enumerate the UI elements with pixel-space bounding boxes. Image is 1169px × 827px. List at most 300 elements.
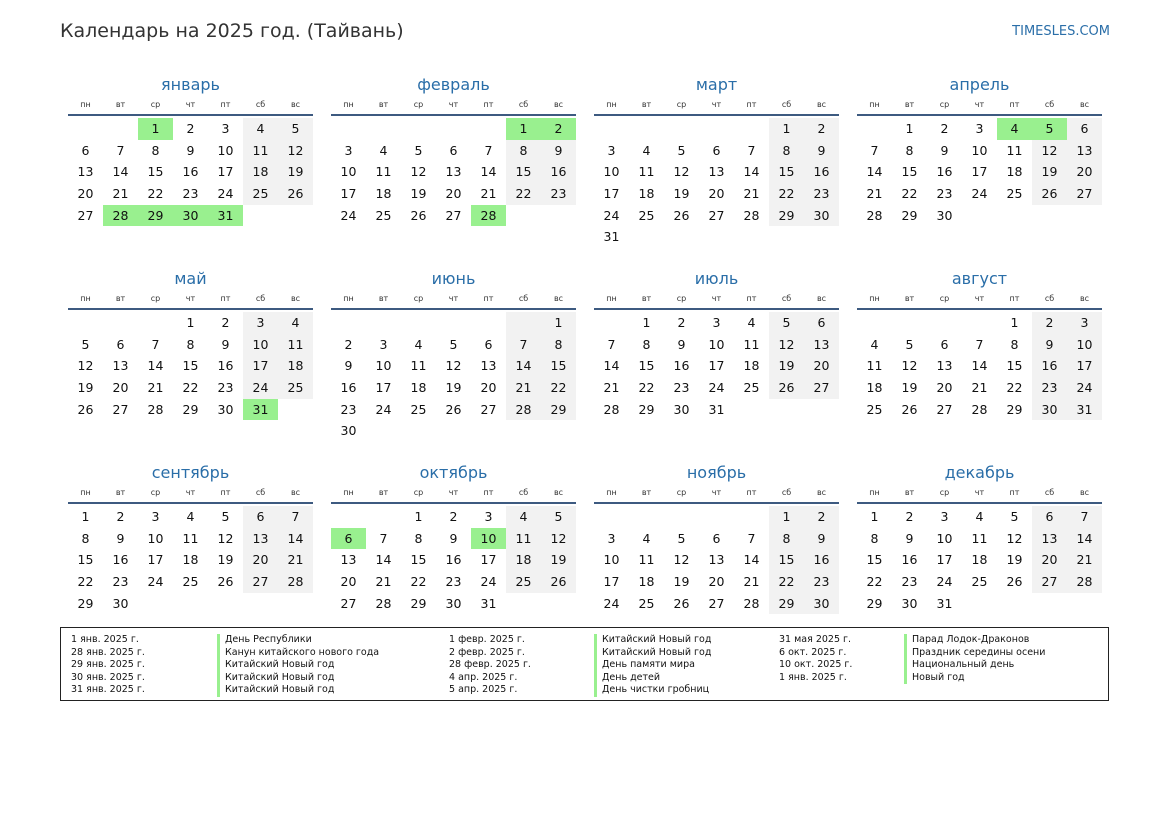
day-cell: 19 bbox=[769, 355, 804, 377]
day-cell: 14 bbox=[603, 358, 620, 374]
day-cell: 20 bbox=[112, 380, 129, 396]
weekday-label: ср bbox=[939, 100, 950, 109]
day-cell: 12 bbox=[673, 164, 690, 180]
day-cell: 23 bbox=[217, 380, 234, 396]
day-cell: 7 bbox=[1067, 506, 1102, 528]
day-cell: 12 bbox=[673, 552, 690, 568]
day-cell: 9 bbox=[940, 142, 949, 158]
holiday-day-cell: 4 bbox=[997, 118, 1032, 140]
day-cell: 21 bbox=[112, 186, 129, 202]
day-cell: 6 bbox=[243, 506, 278, 528]
day-cell: 18 bbox=[866, 380, 883, 396]
day-cell: 31 bbox=[708, 401, 725, 417]
legend-date: 4 апр. 2025 г. bbox=[449, 671, 518, 683]
day-cell: 15 bbox=[77, 552, 94, 568]
day-cell: 9 bbox=[186, 142, 195, 158]
day-cell: 16 bbox=[1032, 355, 1067, 377]
day-cell: 22 bbox=[769, 183, 804, 205]
weekday-label: чт bbox=[974, 488, 985, 497]
weekday-label: вт bbox=[641, 100, 652, 109]
weekday-label: пт bbox=[483, 488, 494, 497]
day-cell: 20 bbox=[804, 355, 839, 377]
weekday-label: пт bbox=[1009, 488, 1020, 497]
day-cell: 10 bbox=[243, 334, 278, 356]
day-cell: 16 bbox=[541, 161, 576, 183]
day-cell: 30 bbox=[340, 423, 357, 439]
day-grid bbox=[331, 506, 576, 614]
weekday-label: ср bbox=[150, 100, 161, 109]
weekday-header bbox=[68, 292, 313, 310]
empty-cell bbox=[138, 312, 173, 334]
day-cell: 12 bbox=[217, 530, 234, 546]
legend-date: 1 янв. 2025 г. bbox=[779, 671, 847, 683]
day-cell: 4 bbox=[278, 312, 313, 334]
day-cell: 1 bbox=[870, 509, 879, 524]
day-cell: 4 bbox=[243, 118, 278, 140]
legend-date: 28 февр. 2025 г. bbox=[449, 659, 531, 670]
empty-cell bbox=[366, 312, 401, 334]
day-cell: 8 bbox=[151, 142, 160, 158]
day-cell: 12 bbox=[541, 528, 576, 550]
empty-cell bbox=[664, 118, 699, 140]
month-name: ноябрь bbox=[686, 463, 747, 482]
day-cell: 13 bbox=[804, 334, 839, 356]
holiday-day-cell: 1 bbox=[138, 118, 173, 140]
day-cell: 17 bbox=[971, 164, 988, 180]
day-cell: 25 bbox=[1006, 186, 1023, 202]
day-cell: 14 bbox=[112, 164, 129, 180]
day-cell: 10 bbox=[375, 358, 392, 374]
day-cell: 20 bbox=[936, 380, 953, 396]
holiday-day-cell: 10 bbox=[471, 528, 506, 550]
month-calendar bbox=[331, 268, 576, 452]
day-cell: 21 bbox=[506, 377, 541, 399]
day-cell: 27 bbox=[340, 595, 357, 611]
month-calendar bbox=[594, 74, 839, 258]
day-cell: 4 bbox=[747, 315, 756, 330]
day-cell: 1 bbox=[81, 509, 90, 524]
day-cell: 18 bbox=[375, 186, 392, 202]
day-cell: 29 bbox=[77, 595, 94, 611]
day-cell: 13 bbox=[708, 164, 725, 180]
day-cell: 5 bbox=[221, 509, 230, 524]
day-cell: 14 bbox=[375, 552, 392, 568]
day-cell: 21 bbox=[147, 380, 164, 396]
legend-date: 30 янв. 2025 г. bbox=[71, 671, 145, 683]
day-cell: 27 bbox=[445, 207, 462, 223]
weekday-label: пн bbox=[606, 294, 617, 303]
empty-cell bbox=[962, 312, 997, 334]
day-cell: 18 bbox=[971, 552, 988, 568]
weekday-label: пн bbox=[869, 100, 880, 109]
day-cell: 1 bbox=[186, 315, 195, 330]
day-cell: 15 bbox=[506, 161, 541, 183]
day-cell: 3 bbox=[344, 142, 353, 158]
day-cell: 27 bbox=[77, 207, 94, 223]
day-cell: 29 bbox=[901, 207, 918, 223]
day-cell: 24 bbox=[971, 186, 988, 202]
day-cell: 4 bbox=[379, 142, 388, 158]
weekday-label: пт bbox=[220, 100, 231, 109]
day-cell: 6 bbox=[940, 336, 949, 352]
day-grid bbox=[857, 118, 1102, 226]
day-cell: 26 bbox=[1032, 183, 1067, 205]
day-cell: 4 bbox=[642, 530, 651, 546]
day-cell: 16 bbox=[936, 164, 953, 180]
empty-cell bbox=[699, 506, 734, 528]
day-cell: 13 bbox=[1032, 528, 1067, 550]
day-cell: 1 bbox=[414, 509, 423, 524]
day-cell: 15 bbox=[410, 552, 427, 568]
month-name: декабрь bbox=[944, 463, 1015, 482]
month-name: июнь bbox=[431, 269, 476, 288]
month-name: март bbox=[695, 75, 738, 94]
weekday-header bbox=[331, 292, 576, 310]
weekday-label: вт bbox=[904, 294, 915, 303]
month-calendar bbox=[331, 462, 576, 646]
weekday-label: вт bbox=[641, 294, 652, 303]
day-cell: 25 bbox=[278, 377, 313, 399]
day-cell: 13 bbox=[77, 164, 94, 180]
day-cell: 18 bbox=[506, 549, 541, 571]
empty-cell bbox=[892, 312, 927, 334]
day-cell: 23 bbox=[804, 183, 839, 205]
empty-cell bbox=[436, 118, 471, 140]
holiday-day-cell: 28 bbox=[103, 205, 138, 227]
weekday-label: пн bbox=[80, 294, 91, 303]
day-cell: 15 bbox=[901, 164, 918, 180]
day-cell: 25 bbox=[971, 574, 988, 590]
day-cell: 3 bbox=[243, 312, 278, 334]
legend-holiday-name: Китайский Новый год bbox=[594, 634, 711, 647]
day-cell: 28 bbox=[866, 207, 883, 223]
weekday-label: пт bbox=[746, 100, 757, 109]
weekday-label: сб bbox=[1044, 294, 1055, 303]
month-calendar bbox=[68, 462, 313, 646]
day-cell: 27 bbox=[804, 377, 839, 399]
day-cell: 12 bbox=[1006, 530, 1023, 546]
day-cell: 25 bbox=[375, 207, 392, 223]
day-cell: 6 bbox=[1032, 506, 1067, 528]
day-cell: 25 bbox=[638, 595, 655, 611]
day-cell: 28 bbox=[743, 595, 760, 611]
weekday-label: вс bbox=[1079, 294, 1090, 303]
empty-cell bbox=[857, 118, 892, 140]
weekday-header bbox=[594, 292, 839, 310]
day-cell: 12 bbox=[77, 358, 94, 374]
day-cell: 22 bbox=[866, 574, 883, 590]
weekday-label: ср bbox=[939, 488, 950, 497]
month-name: июль bbox=[694, 269, 739, 288]
empty-cell bbox=[68, 312, 103, 334]
legend-holiday-name: Китайский Новый год bbox=[217, 659, 379, 672]
day-cell: 24 bbox=[217, 186, 234, 202]
legend-dates-column bbox=[71, 634, 145, 697]
day-cell: 19 bbox=[541, 549, 576, 571]
day-cell: 28 bbox=[603, 401, 620, 417]
day-cell: 14 bbox=[147, 358, 164, 374]
legend-holiday-name: День детей bbox=[594, 672, 711, 685]
weekday-label: вс bbox=[816, 488, 827, 497]
day-cell: 10 bbox=[340, 164, 357, 180]
day-cell: 12 bbox=[410, 164, 427, 180]
day-cell: 16 bbox=[340, 380, 357, 396]
empty-cell bbox=[436, 312, 471, 334]
weekday-label: пт bbox=[1009, 100, 1020, 109]
day-cell: 30 bbox=[112, 595, 129, 611]
day-cell: 26 bbox=[1006, 574, 1023, 590]
day-cell: 20 bbox=[77, 186, 94, 202]
day-cell: 10 bbox=[603, 552, 620, 568]
day-cell: 12 bbox=[769, 334, 804, 356]
weekday-header bbox=[331, 486, 576, 504]
weekday-label: пн bbox=[869, 294, 880, 303]
holiday-day-cell: 5 bbox=[1032, 118, 1067, 140]
empty-cell bbox=[471, 118, 506, 140]
day-grid bbox=[68, 506, 313, 614]
day-cell: 20 bbox=[708, 186, 725, 202]
day-cell: 11 bbox=[1006, 142, 1023, 158]
day-cell: 17 bbox=[375, 380, 392, 396]
day-cell: 16 bbox=[901, 552, 918, 568]
weekday-label: сб bbox=[1044, 100, 1055, 109]
day-cell: 25 bbox=[866, 401, 883, 417]
day-cell: 23 bbox=[340, 401, 357, 417]
day-cell: 8 bbox=[541, 334, 576, 356]
day-cell: 11 bbox=[638, 164, 655, 180]
day-cell: 25 bbox=[182, 574, 199, 590]
day-cell: 23 bbox=[182, 186, 199, 202]
empty-cell bbox=[471, 312, 506, 334]
day-cell: 2 bbox=[905, 509, 914, 524]
legend-date: 2 февр. 2025 г. bbox=[449, 646, 525, 658]
day-grid bbox=[331, 118, 576, 226]
day-cell: 24 bbox=[340, 207, 357, 223]
day-cell: 15 bbox=[182, 358, 199, 374]
day-cell: 18 bbox=[638, 574, 655, 590]
day-cell: 23 bbox=[936, 186, 953, 202]
day-cell: 2 bbox=[116, 509, 125, 524]
day-cell: 22 bbox=[410, 574, 427, 590]
day-cell: 6 bbox=[804, 312, 839, 334]
weekday-label: пн bbox=[343, 294, 354, 303]
weekday-label: ср bbox=[676, 100, 687, 109]
day-cell: 14 bbox=[866, 164, 883, 180]
day-cell: 11 bbox=[506, 528, 541, 550]
day-cell: 10 bbox=[971, 142, 988, 158]
holiday-day-cell: 31 bbox=[208, 205, 243, 227]
weekday-label: чт bbox=[974, 100, 985, 109]
day-cell: 23 bbox=[541, 183, 576, 205]
day-cell: 8 bbox=[414, 530, 423, 546]
legend-holiday-name: Китайский Новый год bbox=[594, 647, 711, 660]
day-cell: 31 bbox=[603, 229, 620, 245]
legend-date: 31 янв. 2025 г. bbox=[71, 684, 145, 695]
day-cell: 27 bbox=[1032, 571, 1067, 593]
day-cell: 22 bbox=[77, 574, 94, 590]
day-cell: 11 bbox=[410, 358, 427, 374]
day-cell: 16 bbox=[804, 161, 839, 183]
day-cell: 23 bbox=[445, 574, 462, 590]
legend-holiday-name: День Республики bbox=[217, 634, 379, 647]
day-cell: 31 bbox=[1067, 399, 1102, 421]
day-cell: 27 bbox=[243, 571, 278, 593]
day-cell: 10 bbox=[603, 164, 620, 180]
empty-cell bbox=[594, 118, 629, 140]
day-cell: 22 bbox=[541, 377, 576, 399]
day-cell: 13 bbox=[1067, 140, 1102, 162]
weekday-label: ср bbox=[939, 294, 950, 303]
day-cell: 26 bbox=[217, 574, 234, 590]
day-cell: 6 bbox=[484, 336, 493, 352]
day-cell: 9 bbox=[449, 530, 458, 546]
day-cell: 27 bbox=[480, 401, 497, 417]
weekday-label: чт bbox=[185, 294, 196, 303]
month-calendar bbox=[857, 268, 1102, 452]
day-cell: 23 bbox=[804, 571, 839, 593]
day-cell: 2 bbox=[1032, 312, 1067, 334]
day-cell: 17 bbox=[147, 552, 164, 568]
day-cell: 26 bbox=[673, 595, 690, 611]
empty-cell bbox=[594, 312, 629, 334]
day-cell: 7 bbox=[607, 336, 616, 352]
day-cell: 15 bbox=[769, 161, 804, 183]
weekday-label: вт bbox=[378, 488, 389, 497]
day-cell: 11 bbox=[182, 530, 199, 546]
weekday-label: пн bbox=[80, 488, 91, 497]
day-cell: 7 bbox=[747, 142, 756, 158]
legend-date: 31 мая 2025 г. bbox=[779, 634, 852, 645]
weekday-label: вт bbox=[378, 294, 389, 303]
day-cell: 28 bbox=[147, 401, 164, 417]
day-cell: 1 bbox=[1010, 315, 1019, 330]
weekday-label: вс bbox=[290, 100, 301, 109]
weekday-label: вс bbox=[290, 294, 301, 303]
legend-holiday-name: День чистки гробниц bbox=[594, 684, 711, 697]
weekday-label: чт bbox=[185, 488, 196, 497]
day-cell: 12 bbox=[1032, 140, 1067, 162]
day-cell: 24 bbox=[243, 377, 278, 399]
empty-cell bbox=[331, 506, 366, 528]
day-cell: 9 bbox=[1032, 334, 1067, 356]
day-cell: 11 bbox=[971, 530, 988, 546]
legend-date: 10 окт. 2025 г. bbox=[779, 659, 853, 670]
day-cell: 11 bbox=[743, 336, 760, 352]
day-cell: 18 bbox=[243, 161, 278, 183]
day-cell: 9 bbox=[677, 336, 686, 352]
day-cell: 7 bbox=[870, 142, 879, 158]
day-cell: 26 bbox=[77, 401, 94, 417]
day-cell: 2 bbox=[677, 315, 686, 330]
legend-dates-column bbox=[779, 634, 852, 684]
day-cell: 13 bbox=[340, 552, 357, 568]
brand-link[interactable]: TIMESLES.COM bbox=[1012, 24, 1110, 39]
day-grid bbox=[68, 118, 313, 226]
weekday-label: вс bbox=[290, 488, 301, 497]
day-cell: 9 bbox=[804, 140, 839, 162]
legend-holiday-name: Китайский Новый год bbox=[217, 684, 379, 697]
day-cell: 9 bbox=[116, 530, 125, 546]
day-cell: 2 bbox=[186, 121, 195, 136]
day-cell: 26 bbox=[445, 401, 462, 417]
day-cell: 8 bbox=[769, 140, 804, 162]
day-cell: 9 bbox=[905, 530, 914, 546]
weekday-label: пт bbox=[746, 488, 757, 497]
day-cell: 24 bbox=[147, 574, 164, 590]
day-cell: 11 bbox=[243, 140, 278, 162]
day-cell: 4 bbox=[186, 509, 195, 524]
day-cell: 7 bbox=[379, 530, 388, 546]
weekday-header bbox=[857, 486, 1102, 504]
day-cell: 5 bbox=[449, 336, 458, 352]
weekday-label: чт bbox=[448, 100, 459, 109]
day-cell: 16 bbox=[445, 552, 462, 568]
empty-cell bbox=[103, 118, 138, 140]
day-cell: 12 bbox=[901, 358, 918, 374]
day-cell: 20 bbox=[445, 186, 462, 202]
day-cell: 21 bbox=[480, 186, 497, 202]
day-cell: 3 bbox=[379, 336, 388, 352]
day-cell: 21 bbox=[743, 574, 760, 590]
day-cell: 22 bbox=[182, 380, 199, 396]
weekday-label: вс bbox=[816, 100, 827, 109]
weekday-label: сб bbox=[255, 488, 266, 497]
empty-cell bbox=[331, 118, 366, 140]
day-cell: 24 bbox=[480, 574, 497, 590]
day-cell: 21 bbox=[971, 380, 988, 396]
month-calendar bbox=[594, 268, 839, 452]
weekday-label: ср bbox=[413, 100, 424, 109]
day-cell: 24 bbox=[603, 595, 620, 611]
day-cell: 16 bbox=[217, 358, 234, 374]
weekday-label: сб bbox=[518, 100, 529, 109]
day-cell: 7 bbox=[151, 336, 160, 352]
month-calendar bbox=[68, 74, 313, 258]
day-cell: 30 bbox=[673, 401, 690, 417]
weekday-label: чт bbox=[185, 100, 196, 109]
day-cell: 17 bbox=[603, 186, 620, 202]
day-cell: 3 bbox=[712, 315, 721, 330]
day-cell: 25 bbox=[638, 207, 655, 223]
legend-names-column bbox=[904, 634, 1045, 684]
day-grid bbox=[857, 312, 1102, 420]
day-cell: 15 bbox=[638, 358, 655, 374]
day-cell: 29 bbox=[410, 595, 427, 611]
day-cell: 9 bbox=[221, 336, 230, 352]
day-cell: 16 bbox=[112, 552, 129, 568]
day-cell: 29 bbox=[182, 401, 199, 417]
day-cell: 14 bbox=[971, 358, 988, 374]
day-cell: 28 bbox=[743, 207, 760, 223]
day-cell: 27 bbox=[708, 207, 725, 223]
weekday-label: вс bbox=[1079, 100, 1090, 109]
weekday-header bbox=[857, 292, 1102, 310]
holiday-day-cell: 29 bbox=[138, 205, 173, 227]
day-cell: 16 bbox=[182, 164, 199, 180]
day-cell: 25 bbox=[506, 571, 541, 593]
day-cell: 5 bbox=[81, 336, 90, 352]
weekday-label: вс bbox=[553, 100, 564, 109]
weekday-label: вс bbox=[553, 294, 564, 303]
day-cell: 22 bbox=[901, 186, 918, 202]
legend-date: 6 окт. 2025 г. bbox=[779, 646, 847, 658]
day-cell: 26 bbox=[410, 207, 427, 223]
day-cell: 6 bbox=[1067, 118, 1102, 140]
legend-holiday-name: Национальный день bbox=[904, 659, 1045, 672]
day-cell: 27 bbox=[1067, 183, 1102, 205]
day-cell: 2 bbox=[344, 336, 353, 352]
day-cell: 5 bbox=[541, 506, 576, 528]
